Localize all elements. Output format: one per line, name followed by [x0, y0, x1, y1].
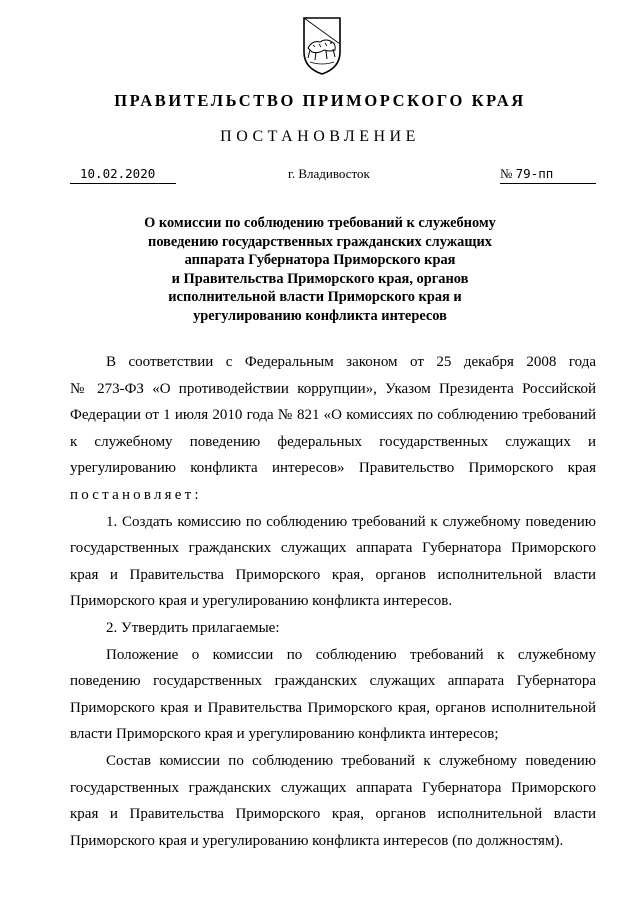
heading-line: поведению государственных гражданских служащих — [148, 233, 492, 250]
text-line: поведению государственных гражданских служащих аппарата Губернатора — [70, 673, 596, 690]
text-line: края и Правительства Приморского края, органов исполнительной власти — [70, 806, 596, 823]
text-line: № 273-ФЗ «О противодействии коррупции», Указом Президента Российской — [70, 380, 596, 397]
text-line: Приморского края и Правительства Приморского края, органов исполнительной — [70, 699, 596, 716]
document-number — [500, 165, 596, 184]
document-city: г. Владивосток — [288, 166, 370, 181]
text-line: власти Приморского края и урегулированию конфликта интересов; — [70, 726, 499, 743]
text-line: Состав комиссии по соблюдению требований к служебному поведению — [106, 752, 596, 769]
document-date: 10.02.2020 — [70, 165, 176, 184]
heading-line: исполнительной власти Приморского края и — [168, 289, 462, 305]
document-meta — [70, 165, 596, 187]
primorsky-coat-of-arms-icon — [300, 12, 344, 76]
text-line: края и Правительства Приморского края, органов исполнительной власти — [70, 566, 596, 583]
text-line: урегулированию конфликта интересов» Правительство Приморского края — [70, 460, 596, 477]
government-title: ПРАВИТЕЛЬСТВО ПРИМОРСКОГО КРАЯ — [114, 91, 526, 110]
item-2a-paragraph — [70, 642, 596, 748]
document-heading — [0, 214, 640, 325]
document-type: ПОСТАНОВЛЕНИЕ — [220, 128, 420, 145]
heading-line: урегулированию конфликта интересов — [193, 307, 447, 324]
item-1-paragraph — [70, 509, 596, 615]
text-line: государственных гражданских служащих аппарата Губернатора Приморского — [70, 779, 596, 796]
text-line: В соответствии с Федеральным законом от 25 декабря 2008 года — [106, 354, 596, 370]
number-prefix: № — [500, 166, 513, 181]
number-value: 79-пп — [515, 166, 554, 181]
text-line: государственных гражданских служащих аппарата Губернатора Приморского — [70, 540, 596, 557]
preamble-paragraph — [70, 349, 596, 509]
document-body — [70, 349, 596, 854]
heading-line: аппарата Губернатора Приморского края — [184, 252, 456, 268]
text-line: 1. Создать комиссию по соблюдению требований к служебному поведению — [106, 513, 596, 530]
text-line: Положение о комиссии по соблюдению требований к служебному — [106, 646, 596, 663]
text-line: 2. Утвердить прилагаемые: — [106, 619, 280, 636]
item-2-paragraph — [70, 615, 596, 642]
text-line: Приморского края и урегулированию конфликта интересов. — [70, 593, 453, 610]
heading-line: и Правительства Приморского края, органов — [171, 270, 469, 287]
item-2b-paragraph — [70, 748, 596, 854]
text-line: Федерации от 1 июля 2010 года № 821 «О комиссиях по соблюдению требований — [70, 407, 596, 424]
resolves-word: постановляет: — [70, 486, 202, 503]
text-line: к служебному поведению федеральных государственных служащих и — [70, 433, 596, 450]
heading-line: О комиссии по соблюдению требований к служебному — [144, 215, 496, 231]
text-line: Приморского края и урегулированию конфликта интересов (по должностям). — [70, 832, 564, 849]
